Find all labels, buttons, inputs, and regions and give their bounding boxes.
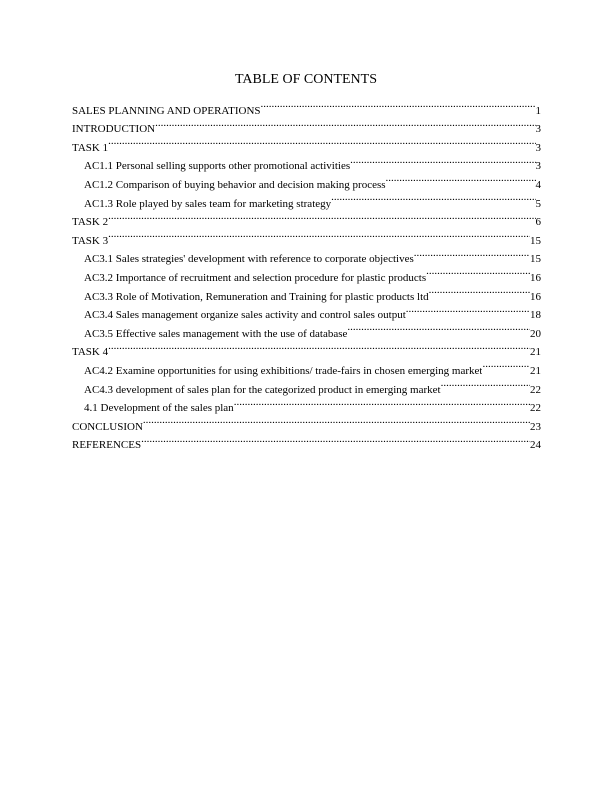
toc-entry-text: REFERENCES [72,439,142,452]
toc-entry-text: TASK 1 [72,141,109,154]
toc-dot-leader [108,337,530,356]
toc-page-number: 3 [535,141,541,154]
toc-dot-leader [441,374,530,393]
toc-dot-leader [414,244,530,263]
toc-page-number: 24 [530,439,541,452]
toc-entry-text: AC4.2 Examine opportunities for using exhibitions/ trade-fairs in chosen emerging market [84,364,483,377]
toc-dot-leader [108,225,530,244]
toc-entry-text: AC4.3 development of sales plan for the categorized product in emerging market [84,383,441,396]
toc-page-number: 3 [535,160,541,173]
toc-page-number: 20 [530,327,541,340]
toc-entry-text: TASK 2 [72,216,109,229]
toc-page-number: 22 [530,383,541,396]
toc-page-number: 1 [535,104,541,117]
toc-dot-leader [429,281,530,300]
toc-entry[interactable] [72,132,541,154]
toc-entry-text: SALES PLANNING AND OPERATIONS [72,104,261,117]
toc-entry[interactable] [72,337,541,359]
toc-dot-leader [347,318,530,337]
toc-dot-leader [406,300,530,319]
toc-entry-text: TASK 4 [72,346,109,359]
toc-page-number: 4 [535,178,541,191]
toc-dot-leader [141,430,530,449]
toc-dot-leader [143,411,530,430]
toc-page-number: 15 [530,234,541,247]
toc-dot-leader [234,393,530,412]
toc-dot-leader [331,188,535,207]
toc-page-number: 21 [530,364,541,377]
toc-dot-leader [386,169,536,188]
toc-dot-leader [482,355,530,374]
toc-entry-text: AC3.4 Sales management organize sales activity and control sales output [84,309,406,322]
toc-entry-text: AC3.5 Effective sales management with the use of database [84,327,348,340]
toc-entry-text: AC1.2 Comparison of buying behavior and decision making process [84,178,386,191]
toc-page-number: 6 [535,216,541,229]
toc-dot-leader [350,151,535,170]
toc-entry[interactable] [72,207,541,229]
toc-dot-leader [261,95,536,114]
toc-entry[interactable] [72,95,541,117]
toc-entry-text: INTRODUCTION [72,123,156,136]
toc-entry-text: AC1.3 Role played by sales team for marketing strategy [84,197,332,210]
toc-entry[interactable] [72,430,541,452]
toc-page-number: 16 [530,271,541,284]
toc-list [72,95,541,452]
toc-entry[interactable] [72,244,541,266]
toc-entry[interactable] [72,411,541,433]
toc-page-number: 21 [530,346,541,359]
toc-entry-text: AC3.1 Sales strategies' development with reference to corporate objectives [84,253,414,266]
toc-dot-leader [108,132,535,151]
toc-entry[interactable] [72,355,541,377]
toc-page-number: 22 [530,402,541,415]
toc-entry-text: AC3.2 Importance of recruitment and selection procedure for plastic products [84,271,427,284]
toc-entry-text: CONCLUSION [72,420,143,433]
toc-entry-text: 4.1 Development of the sales plan [84,402,234,415]
toc-entry[interactable] [72,151,541,173]
toc-page-number: 16 [530,290,541,303]
toc-title: TABLE OF CONTENTS [235,72,377,87]
toc-page-number: 3 [535,123,541,136]
toc-entry-text: AC1.1 Personal selling supports other promotional activities [84,160,351,173]
toc-dot-leader [426,262,530,281]
toc-page-number: 15 [530,253,541,266]
toc-dot-leader [108,207,535,226]
toc-dot-leader [155,114,535,133]
toc-page-number: 23 [530,420,541,433]
toc-page-number: 18 [530,309,541,322]
toc-entry-text: AC3.3 Role of Motivation, Remuneration and Training for plastic products ltd [84,290,429,303]
toc-page-number: 5 [535,197,541,210]
toc-entry[interactable] [72,225,541,247]
toc-entry-text: TASK 3 [72,234,109,247]
